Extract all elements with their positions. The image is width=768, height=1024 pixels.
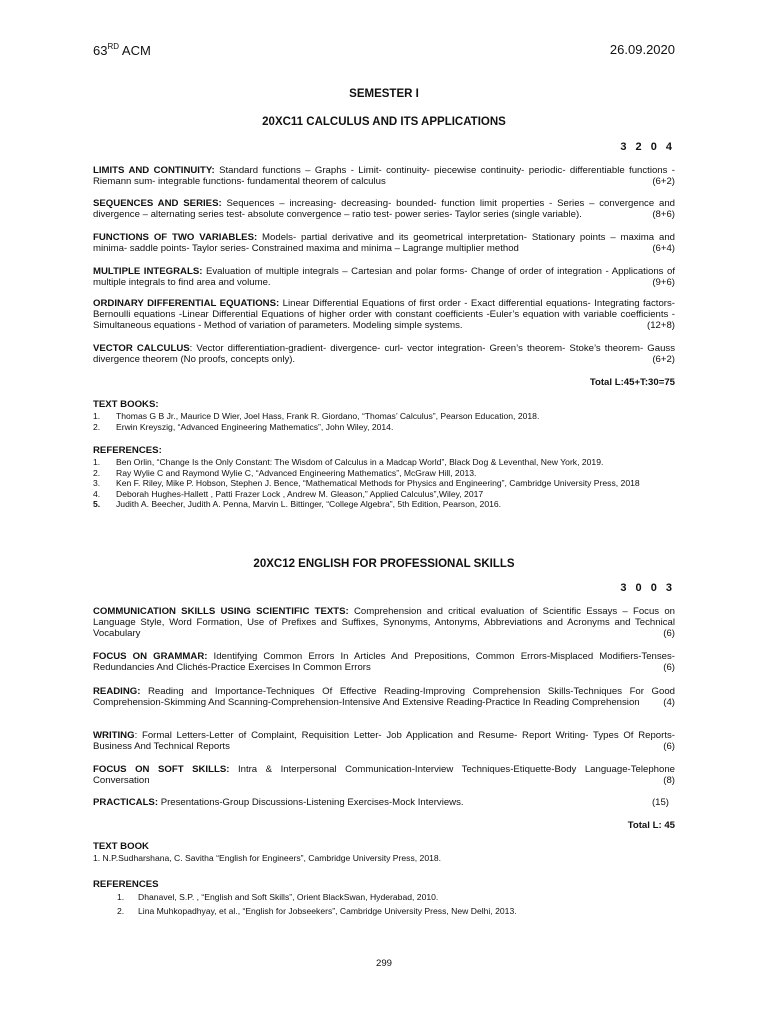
- topic-text: Intra & Interpersonal Communication-Interview Techniques-Etiquette-Body Language-Telephone Conversation: [93, 764, 676, 786]
- topic-hours: (15): [651, 797, 669, 808]
- topic-text: Sequences – increasing- decreasing- bounded- function limit properties - Series – convergence and divergence – alternating series test- absolute convergence – ratio test- power series- Taylor series (single variable).: [93, 198, 676, 220]
- course1-references-heading: REFERENCES:: [93, 445, 162, 456]
- course1-topic: [93, 298, 675, 331]
- topic-head: FUNCTIONS OF TWO VARIABLES:: [93, 232, 258, 243]
- topic-head: FOCUS ON GRAMMAR:: [93, 651, 208, 662]
- topic-text: Presentations-Group Discussions-Listening Exercises-Mock Interviews.: [158, 797, 464, 808]
- list-item: 1. Dhanavel, S.P. , “English and Soft Skills”, Orient BlackSwan, Hyderabad, 2010.: [117, 892, 439, 902]
- topic-head: LIMITS AND CONTINUITY:: [93, 165, 215, 176]
- topic-text: Models- partial derivative and its geometrical interpretation- Stationary points – maxima and minima- saddle points- Taylor series- Constrained maxima and minima – Lagrange multiplier method: [93, 232, 675, 254]
- course2-textbook-entry: 1. N.P.Sudharshana, C. Savitha “English for Engineers”, Cambridge University Press, 2018.: [93, 853, 442, 863]
- list-item: 1. Ben Orlin, “Change Is the Only Constant: The Wisdom of Calculus in a Madcap World”, Black Dog & Leventhal, New York, 2019.: [93, 457, 604, 467]
- topic-head: WRITING: [93, 730, 135, 741]
- course2-total: Total L: 45: [627, 820, 675, 831]
- topic-text: Identifying Common Errors In Articles And Prepositions, Common Errors-Misplaced Modifiers-Tenses-Redundancies And Clichés-Practice Exercises In Common Errors: [93, 651, 675, 673]
- topic-hours: (6+2): [652, 354, 675, 365]
- course1-textbooks-list: [93, 411, 675, 432]
- course1-topic: [93, 343, 675, 365]
- topic-text: Comprehension and critical evaluation of Scientific Essays – Focus on Language Style, Word Formation, Use of Prefixes and Suffixes, Synonyms, Antonyms, Abbreviations and Acronyms and Technical Vocabulary: [93, 606, 675, 639]
- course2-topic: [93, 797, 675, 808]
- list-item: 2. Lina Muhkopadhyay, et al., “English for Jobseekers”, Cambridge University Press, New Delhi, 2013.: [117, 905, 517, 916]
- list-item: 2. Erwin Kreyszig, “Advanced Engineering Mathematics”, John Wiley, 2014.: [93, 421, 394, 432]
- list-item: 3. Ken F. Riley, Mike P. Hobson, Stephen J. Bence, “Mathematical Methods for Physics and Engineering”, Cambridge University Press, 2018: [93, 478, 640, 488]
- semester-title: SEMESTER I: [349, 88, 419, 100]
- list-item: 1. Thomas G B Jr., Maurice D Wier, Joel Hass, Frank R. Giordano, “Thomas’ Calculus”, Pearson Education, 2018.: [93, 411, 540, 421]
- topic-hours: (6): [663, 741, 675, 752]
- topic-text: Evaluation of multiple integrals – Cartesian and polar forms- Change of order of integration - Applications of multiple integrals to find area and volume.: [93, 266, 675, 288]
- header-course-code: 63RD ACM: [93, 42, 151, 58]
- course1-topic: [93, 232, 675, 254]
- course2-topic: [93, 686, 675, 708]
- topic-hours: (8): [663, 775, 675, 786]
- course2-topic: [93, 651, 675, 673]
- course2-credits: 3 0 0 3: [620, 582, 675, 594]
- topic-head: COMMUNICATION SKILLS USING SCIENTIFIC TEXTS:: [93, 606, 349, 617]
- course2-title: 20XC12 ENGLISH FOR PROFESSIONAL SKILLS: [253, 558, 515, 570]
- topic-hours: (6): [663, 628, 675, 639]
- topic-hours: (9+6): [652, 277, 675, 288]
- topic-hours: (6+4): [652, 243, 675, 254]
- topic-head: FOCUS ON SOFT SKILLS:: [93, 764, 230, 775]
- list-item: 2. Ray Wylie C and Raymond Wylie C, “Advanced Engineering Mathematics”, McGraw Hill, 2013.: [93, 467, 477, 478]
- course2-textbook-heading: TEXT BOOK: [93, 841, 149, 852]
- topic-text: Linear Differential Equations of first order - Exact differential equations- Integrating factors- Bernoulli equations -Linear Differential Equations of higher order with constant coefficients -Euler’s equation with variable coefficients - Simultaneous equations - Method of variation of parameters. Modeling simple systems.: [93, 298, 675, 331]
- course1-topic: [93, 198, 675, 220]
- topic-head: PRACTICALS:: [93, 797, 159, 808]
- topic-text: : Vector differentiation-gradient- divergence- curl- vector integration- Green’s theorem- Stoke’s theorem- Gauss divergence theorem (No proofs, concepts only).: [93, 343, 675, 365]
- course2-topic: [93, 606, 675, 639]
- course1-title: 20XC11 CALCULUS AND ITS APPLICATIONS: [262, 116, 506, 128]
- topic-hours: (6): [663, 662, 675, 673]
- topic-hours: (6+2): [652, 176, 675, 187]
- topic-head: READING:: [93, 686, 141, 697]
- course1-topic: [93, 266, 675, 288]
- topic-text: Reading and Importance-Techniques Of Effective Reading-Improving Comprehension Skills-Techniques For Good Comprehension-Skimming And Scanning-Comprehension-Intensive And Extensive Reading-Practice In Reading Comprehension: [93, 686, 675, 708]
- course2-references-heading: REFERENCES: [93, 879, 159, 890]
- topic-hours: (8+6): [652, 209, 675, 220]
- course1-references-list: [93, 457, 675, 510]
- course2-topic: [93, 730, 675, 752]
- topic-head: VECTOR CALCULUS: [93, 343, 190, 354]
- course1-topic: [93, 165, 675, 187]
- list-item: 5. Judith A. Beecher, Judith A. Penna, Marvin L. Bittinger, “College Algebra”, 5th Edition, Pearson, 2016.: [93, 499, 502, 509]
- course1-textbooks-heading: TEXT BOOKS:: [93, 399, 159, 410]
- topic-hours: (4): [663, 697, 675, 708]
- course1-credits: 3 2 0 4: [620, 141, 675, 153]
- course2-topic: [93, 764, 675, 786]
- list-item: 4. Deborah Hughes-Hallett , Patti Frazer Lock , Andrew M. Gleason,” Applied Calculus”,Wiley, 2017: [93, 488, 484, 499]
- topic-head: ORDINARY DIFFERENTIAL EQUATIONS:: [93, 298, 280, 309]
- topic-hours: (12+8): [647, 320, 675, 331]
- page-number: 299: [375, 958, 392, 969]
- topic-text: Standard functions – Graphs - Limit- continuity- piecewise continuity- periodic- differentiable functions - Riemann sum- integrable functions- fundamental theorem of calculus: [93, 165, 675, 187]
- course2-references-list: [93, 892, 675, 916]
- header-date: 26.09.2020: [609, 42, 675, 57]
- topic-text: : Formal Letters-Letter of Complaint, Requisition Letter- Job Application and Resume- Report Writing- Types Of Reports- Business And Technical Reports: [93, 730, 675, 752]
- topic-head: MULTIPLE INTEGRALS:: [93, 266, 203, 277]
- course1-total: Total L:45+T:30=75: [589, 377, 675, 388]
- topic-head: SEQUENCES AND SERIES:: [93, 198, 222, 209]
